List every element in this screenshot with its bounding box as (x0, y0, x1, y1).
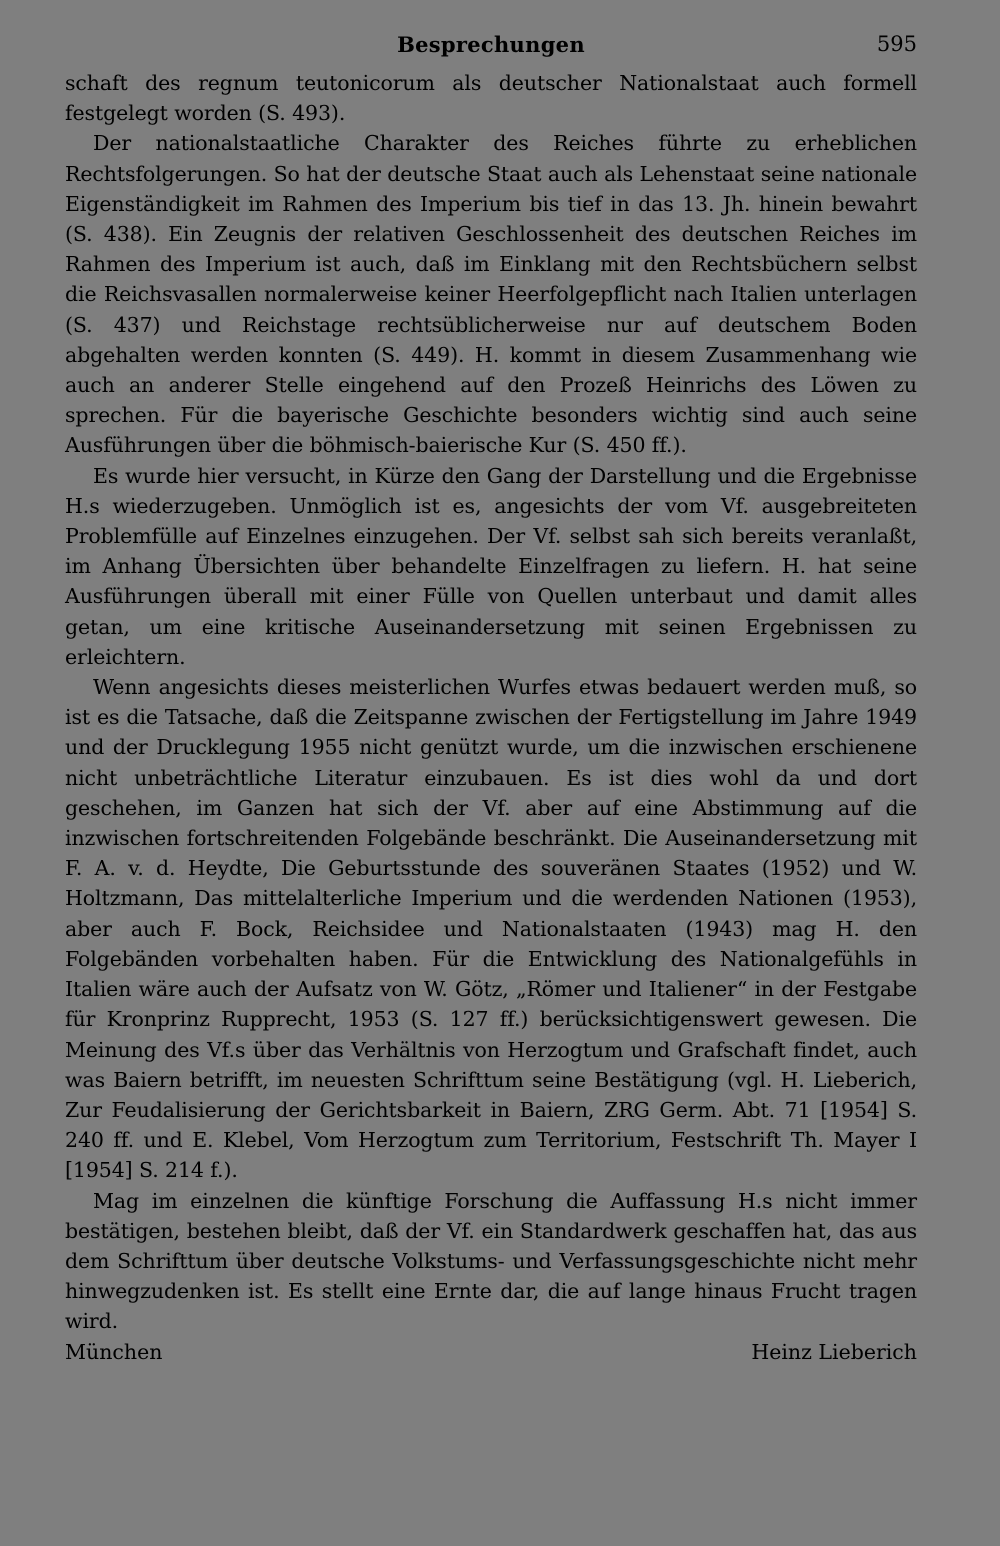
signature-author: Heinz Lieberich (751, 1339, 917, 1364)
paragraph-1: schaft des regnum teutonicorum als deutscher Nationalstaat auch formell festgelegt worden (S. 493). (65, 71, 917, 126)
page-number: 595 (876, 32, 917, 56)
paragraph-3: Es wurde hier versucht, in Kürze den Gang der Darstellung und die Ergebnisse H.s wiederzugeben. Unmöglich ist es, angesichts der vom Vf. ausgebreiteten Problemfülle auf Einzelnes einzugehen. Der Vf. selbst sah sich bereits veranlaßt, im Anhang Übersichten über behandelte Einzelfragen zu liefern. H. hat seine Ausführungen überall mit einer Fülle von Quellen unterbaut und damit alles getan, um eine kritische Auseinandersetzung mit seinen Ergebnissen zu erleichtern. (65, 463, 917, 669)
running-head (65, 28, 917, 68)
paragraph-2: Der nationalstaatliche Charakter des Reiches führte zu erheblichen Rechtsfolgerungen. So hat der deutsche Staat auch als Lehenstaat seine nationale Eigenständigkeit im Rahmen des Imperium bis tief in das 13. Jh. hinein bewahrt (S. 438). Ein Zeugnis der relativen Geschlossenheit des deutschen Reiches im Rahmen des Imperium ist auch, daß im Einklang mit den Rechtsbüchern selbst die Reichsvasallen normalerweise keiner Heerfolgepflicht nach Italien unterlagen (S. 437) und Reichstage rechtsüblicherweise nur auf deutschem Boden abgehalten werden konnten (S. 449). H. kommt in diesem Zusammenhang wie auch an anderer Stelle eingehend auf den Prozeß Heinrichs des Löwen zu sprechen. Für die bayerische Geschichte besonders wichtig sind auch seine Ausführungen über die böhmisch-baierische Kur (S. 450 ff.). (65, 131, 917, 458)
signature-line (65, 1337, 917, 1371)
page (65, 28, 917, 1518)
article-body (65, 68, 917, 1337)
paragraph-5: Mag im einzelnen die künftige Forschung die Auffassung H.s nicht immer bestätigen, bestehen bleibt, daß der Vf. ein Standardwerk geschaffen hat, das aus dem Schrifttum über deutsche Volkstums- und Verfassungsgeschichte nicht mehr hinwegzudenken ist. Es stellt eine Ernte dar, die auf lange hinaus Frucht tragen wird. (65, 1188, 917, 1334)
paragraph-4: Wenn angesichts dieses meisterlichen Wurfes etwas bedauert werden muß, so ist es die Tatsache, daß die Zeitspanne zwischen der Fertigstellung im Jahre 1949 und der Drucklegung 1955 nicht genützt wurde, um die inzwischen erschienene nicht unbeträchtliche Literatur einzubauen. Es ist dies wohl da und dort geschehen, im Ganzen hat sich der Vf. aber auf eine Abstimmung auf die inzwischen fortschreitenden Folgebände beschränkt. Die Auseinandersetzung mit F. A. v. d. Heydte, Die Geburtsstunde des souveränen Staates (1952) und W. Holtzmann, Das mittelalterliche Imperium und die werdenden Nationen (1953), aber auch F. Bock, Reichsidee und Nationalstaaten (1943) mag H. den Folgebänden vorbehalten haben. Für die Entwicklung des Nationalgefühls in Italien wäre auch der Aufsatz von W. Götz, „Römer und Italiener“ in der Festgabe für Kronprinz Rupprecht, 1953 (S. 127 ff.) berücksichtigenswert gewesen. Die Meinung des Vf.s über das Verhältnis von Herzogtum und Grafschaft findet, auch was Baiern betrifft, im neuesten Schrifttum seine Bestätigung (vgl. H. Lieberich, Zur Feudalisierung der Gerichtsbarkeit in Baiern, ZRG Germ. Abt. 71 [1954] S. 240 ff. und E. Klebel, Vom Herzogtum zum Territorium, Festschrift Th. Mayer I [1954] S. 214 f.). (65, 675, 917, 1183)
running-head-title: Besprechungen (397, 32, 585, 57)
signature-place: München (65, 1339, 163, 1364)
